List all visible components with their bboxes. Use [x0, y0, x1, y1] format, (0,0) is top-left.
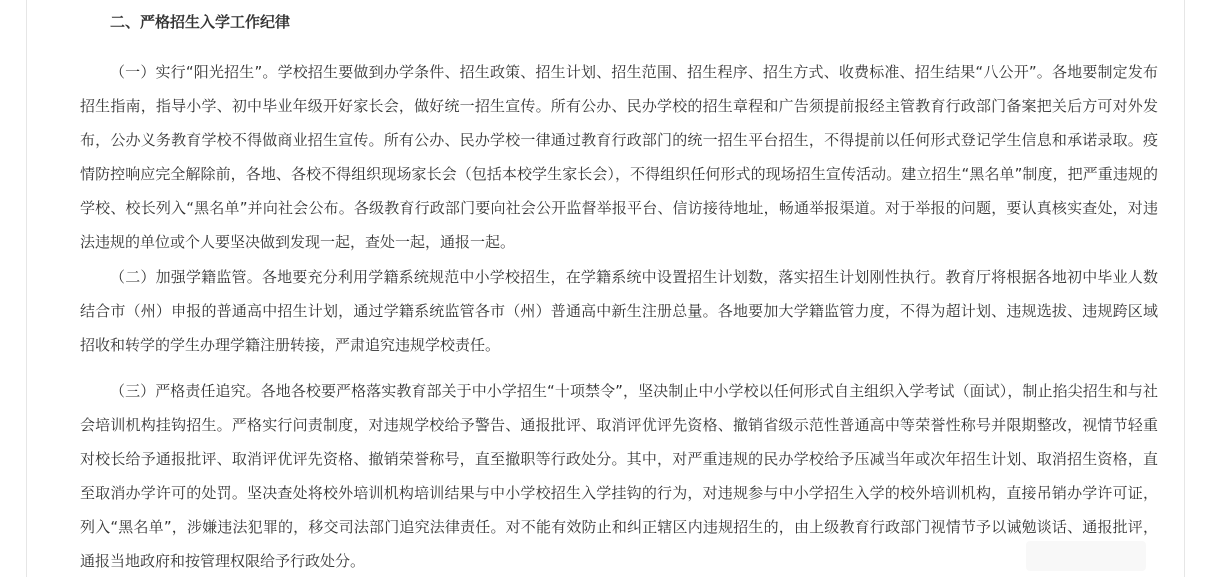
paragraph-accountability: （三）严格责任追究。各地各校要严格落实教育部关于中小学招生“十项禁令”，坚决制止中小学校以任何形式自主组织入学考试（面试），制止掐尖招生和与社会培训机构挂钩招生。严格实行问责制度，对违规学校给予警告、通报批评、取消评优评先资格、撤销省级示范性普通高中等荣誉性称号并限期整改，视情节轻重对校长给予通报批评、取消评优评先资格、撤销荣誉称号，直至撤职等行政处分。其中，对严重违规的民办学校给予压减当年或次年招生计划、取消招生资格，直至取消办学许可的处罚。坚决查处将校外培训机构培训结果与中小学校招生入学挂钩的行为，对违规参与中小学招生入学的校外培训机构，直接吊销办学许可证，列入“黑名单”，涉嫌违法犯罪的，移交司法部门追究法律责任。对不能有效防止和纠正辖区内违规招生的，由上级教育行政部门视情节予以诫勉谈话、通报批评，通报当地政府和按管理权限给予行政处分。	[80, 382, 1158, 570]
watermark-logo	[1026, 541, 1146, 571]
paragraph-student-registry: （二）加强学籍监管。各地要充分利用学籍系统规范中小学校招生，在学籍系统中设置招生计划数，落实招生计划刚性执行。教育厅将根据各地初中毕业人数结合市（州）申报的普通高中招生计划，通过学籍系统监管各市（州）普通高中新生注册总量。各地要加大学籍监管力度，不得为超计划、违规选拔、违规跨区域招收和转学的学生办理学籍注册转接，严肃追究违规学校责任。	[80, 268, 1158, 354]
article-page	[26, 0, 1185, 577]
paragraph-sunshine-enrollment: （一）实行“阳光招生”。学校招生要做到办学条件、招生政策、招生计划、招生范围、招生程序、招生方式、收费标准、招生结果“八公开”。各地要制定发布招生指南，指导小学、初中毕业年级开好家长会，做好统一招生宣传。所有公办、民办学校的招生章程和广告须提前报经主管教育行政部门备案把关后方可对外发布，公办义务教育学校不得做商业招生宣传。所有公办、民办学校一律通过教育行政部门的统一招生平台招生，不得提前以任何形式登记学生信息和承诺录取。疫情防控响应完全解除前，各地、各校不得组织现场家长会（包括本校学生家长会），不得组织任何形式的现场招生宣传活动。建立招生“黑名单”制度，把严重违规的学校、校长列入“黑名单”并向社会公布。各级教育行政部门要向社会公开监督举报平台、信访接待地址，畅通举报渠道。对于举报的问题，要认真核实查处，对违法违规的单位或个人要坚决做到发现一起，查处一起，通报一起。	[80, 63, 1158, 251]
section-heading: 二、严格招生入学工作纪律	[110, 13, 291, 31]
